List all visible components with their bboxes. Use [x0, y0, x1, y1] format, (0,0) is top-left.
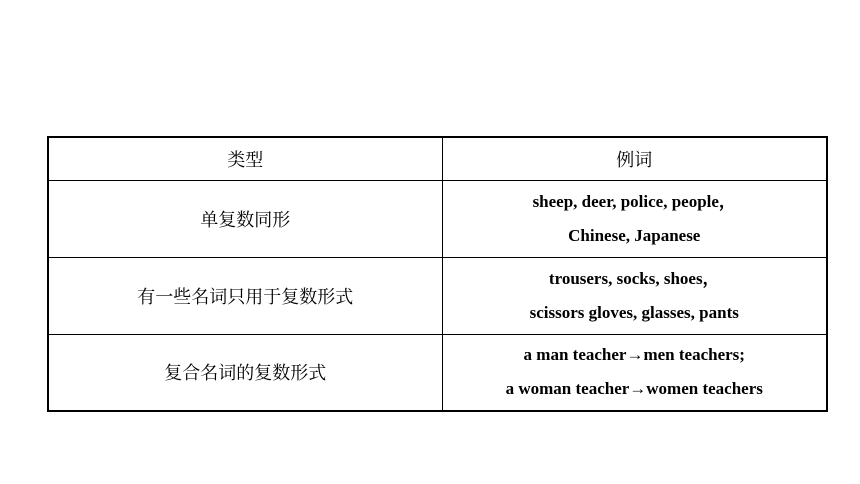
row-example-cell [442, 257, 827, 334]
example-line: a woman teacher→women teachers [505, 379, 763, 399]
example-line: Chinese, Japanese [568, 225, 701, 245]
plural-nouns-table [47, 136, 828, 412]
example-line: scissors gloves, glasses, pants [529, 302, 739, 322]
example-line: sheep, deer, police, people， [532, 191, 736, 211]
row-example-cell [442, 334, 827, 411]
table-row [48, 257, 827, 334]
row-example-cell [442, 180, 827, 257]
row-type-cell: 复合名词的复数形式 [48, 334, 442, 411]
header-example: 例词 [442, 137, 827, 180]
row-type-cell: 单复数同形 [48, 180, 442, 257]
table-row [48, 180, 827, 257]
table-header-row [48, 137, 827, 180]
table-row [48, 334, 827, 411]
row-type-cell: 有一些名词只用于复数形式 [48, 257, 442, 334]
header-type: 类型 [48, 137, 442, 180]
example-line: a man teacher→men teachers; [523, 345, 745, 365]
example-line: trousers, socks, shoes， [548, 268, 720, 288]
